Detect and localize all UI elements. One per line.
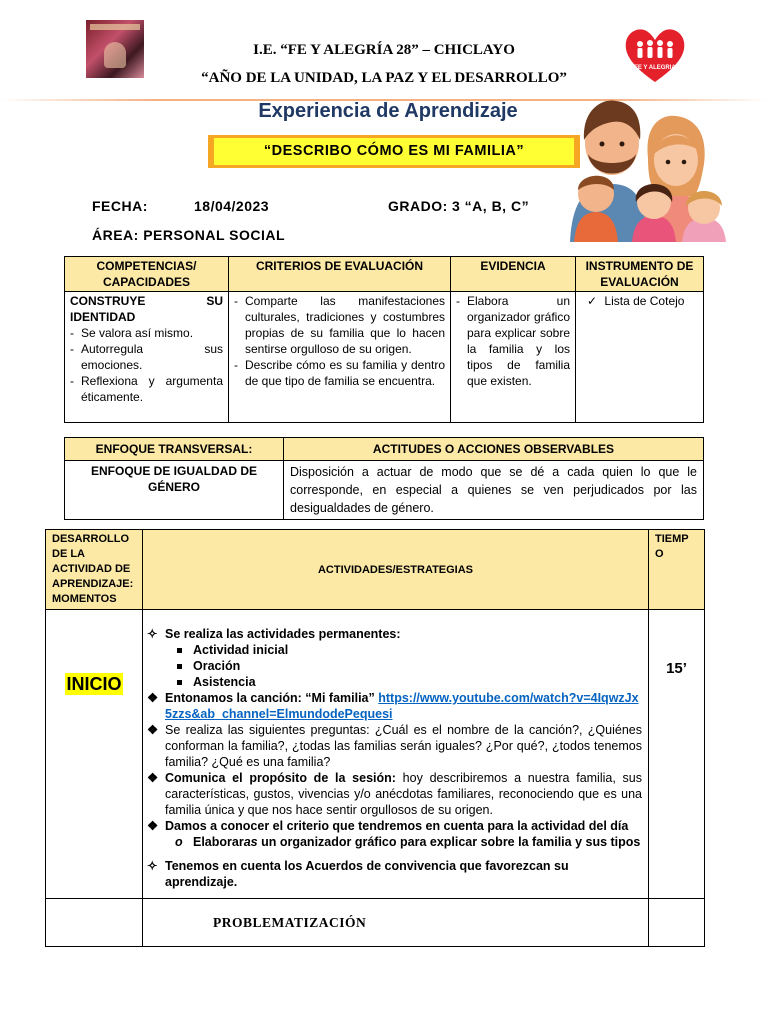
evidencia-cell: [451, 292, 576, 423]
instrumento-cell: [576, 292, 704, 423]
diamond-bullet-icon: ❖: [147, 771, 159, 785]
school-photo-logo: [86, 20, 144, 78]
preguntas-text: Se realiza las siguientes preguntas: ¿Cuál es el nombre de la canción?, ¿Quiénes conforman la familia?, ¿todas las familias serán iguales? ¿Por qué?, ¿todos tenemos familia? ¿Qué es una familia?: [165, 723, 642, 769]
competencias-row: [65, 292, 704, 423]
fe-y-alegria-logo: [622, 26, 688, 84]
proposito-item: [147, 770, 642, 818]
header-tiempo: TIEMP O: [649, 530, 705, 610]
capacidad-item: - Se valora así mismo.: [70, 325, 223, 341]
competencia-title: CONSTRUYE SU IDENTIDAD: [70, 294, 223, 324]
proposito-text: hoy describiremos a nuestra familia, sus características, gustos, vivencias y/o anécdotas familiares, reconociendo que es una familia única y que nos hace sentir orgullosos de su origen.: [165, 771, 642, 817]
criterio-item: - Describe cómo es su familia y dentro de que tipo de familia se encuentra.: [234, 357, 445, 389]
problematizacion-row: [46, 899, 705, 947]
elaboraras-italic: as: [243, 835, 258, 849]
logo-text: FE Y ALEGRIA: [634, 65, 676, 71]
permanente-subitem: [147, 674, 642, 690]
fecha-label: FECHA:: [92, 198, 148, 214]
inicio-activities: [143, 610, 649, 899]
capacidad-item: - Reflexiona y argumenta éticamente.: [70, 373, 223, 405]
diamond-bullet-icon: ❖: [147, 723, 159, 737]
grado-value: 3 “A, B, C”: [452, 198, 530, 214]
problematizacion-empty-cell: [46, 899, 143, 947]
header-criterios: CRITERIOS DE EVALUACIÓN: [229, 257, 451, 292]
subtitle-box: [208, 135, 580, 168]
criterio-item: - Comparte las manifestaciones culturales, tradiciones y costumbres propias de su familia que lo hacen sentirse orgulloso de su origen.: [234, 293, 445, 357]
diamond-bullet-icon: ❖: [147, 691, 159, 705]
area-label: ÁREA: PERSONAL SOCIAL: [92, 227, 286, 243]
problematizacion-label: PROBLEMATIZACIÓN: [213, 914, 367, 930]
competencia-cell: [65, 292, 229, 423]
header-instrumento: INSTRUMENTO DE EVALUACIÓN: [576, 257, 704, 292]
fecha-value: 18/04/2023: [194, 198, 270, 214]
square-bullet-icon: [177, 648, 182, 653]
diamond-outline-icon: ✧: [147, 859, 158, 873]
enfoque-row: [65, 461, 704, 520]
acuerdos-text: Tenemos en cuenta los Acuerdos de convivencia que favorezcan su aprendizaje.: [165, 859, 569, 889]
desarrollo-table: [45, 529, 705, 947]
header-evidencia: EVIDENCIA: [451, 257, 576, 292]
header-competencias: COMPETENCIAS/ CAPACIDADES: [65, 257, 229, 292]
header-actitudes: ACTITUDES O ACCIONES OBSERVABLES: [284, 438, 704, 461]
instrumento-text: Lista de Cotejo: [604, 294, 685, 308]
enfoque-header-row: [65, 438, 704, 461]
header-momentos: DESARROLLO DE LA ACTIVIDAD DE APRENDIZAJE: MOMENTOS: [46, 530, 143, 610]
year-motto: “AÑO DE LA UNIDAD, LA PAZ Y EL DESARROLLO”: [201, 70, 567, 86]
criterio-item: [147, 818, 642, 834]
subitem-text: Actividad inicial: [193, 643, 289, 657]
criterios-cell: [229, 292, 451, 423]
elaboraras-prefix: Elaborar: [193, 835, 244, 849]
diamond-bullet-icon: ❖: [147, 819, 159, 833]
competencias-table: [64, 256, 704, 423]
header-enfoque: ENFOQUE TRANSVERSAL:: [65, 438, 284, 461]
cancion-text: Entonamos la canción: “Mi familia”: [165, 691, 379, 705]
problematizacion-cell: [143, 899, 649, 947]
evidencia-text: - Elabora un organizador gráfico para explicar sobre la familia y los tipos de familia que existen.: [456, 293, 570, 389]
school-name: I.E. “FE Y ALEGRÍA 28” – CHICLAYO: [253, 42, 515, 58]
elaboraras-rest: un organizador gráfico para explicar sobre la familia y sus tipos: [257, 835, 641, 849]
circle-bullet-icon: o: [175, 835, 183, 849]
family-illustration: [568, 98, 726, 242]
inicio-row: [46, 610, 705, 899]
permanente-subitem: [147, 658, 642, 674]
preguntas-item: [147, 722, 642, 770]
criterio-text: Damos a conocer el criterio que tendremos en cuenta para la actividad del día: [165, 819, 629, 833]
capacidad-item: - Autorregula sus emociones.: [70, 341, 223, 373]
permanentes-text: Se realiza las actividades permanentes:: [165, 627, 401, 641]
proposito-label: Comunica el propósito de la sesión:: [165, 771, 396, 785]
problematizacion-time-cell: [649, 899, 705, 947]
cancion-item: [147, 690, 642, 722]
enfoque-actitud: Disposición a actuar de modo que se dé a cada quien lo que le corresponde, en especial a quienes se ven perjudicados por las desigualdades de género.: [284, 461, 704, 520]
page-title: Experiencia de Aprendizaje: [258, 100, 518, 122]
inicio-cell: [46, 610, 143, 899]
enfoque-table: [64, 437, 704, 520]
subtitle: “DESCRIBO CÓMO ES MI FAMILIA”: [214, 138, 574, 165]
subitem-text: Oración: [193, 659, 241, 673]
competencias-header-row: [65, 257, 704, 292]
subitem-text: Asistencia: [193, 675, 256, 689]
enfoque-name: ENFOQUE DE IGUALDAD DE GÉNERO: [65, 461, 284, 520]
square-bullet-icon: [177, 664, 182, 669]
inicio-time-cell: [649, 610, 705, 899]
diamond-outline-icon: ✧: [147, 627, 158, 641]
square-bullet-icon: [177, 680, 182, 685]
check-icon: ✓: [587, 294, 598, 308]
acuerdos-item: [147, 858, 642, 890]
header-actividades: ACTIVIDADES/ESTRATEGIAS: [143, 530, 649, 610]
youtube-link[interactable]: https://www.youtube.com/watch?v=4IqwzJx5zzs&ab_channel=ElmundodePequesi: [165, 691, 639, 721]
desarrollo-header-row: [46, 530, 705, 610]
permanente-subitem: [147, 642, 642, 658]
inicio-label: INICIO: [66, 674, 122, 694]
elaboraras-item: [147, 834, 642, 850]
inicio-time: 15’: [666, 660, 687, 677]
permanentes-item: [147, 626, 642, 642]
grado-label: GRADO:: [388, 198, 448, 214]
